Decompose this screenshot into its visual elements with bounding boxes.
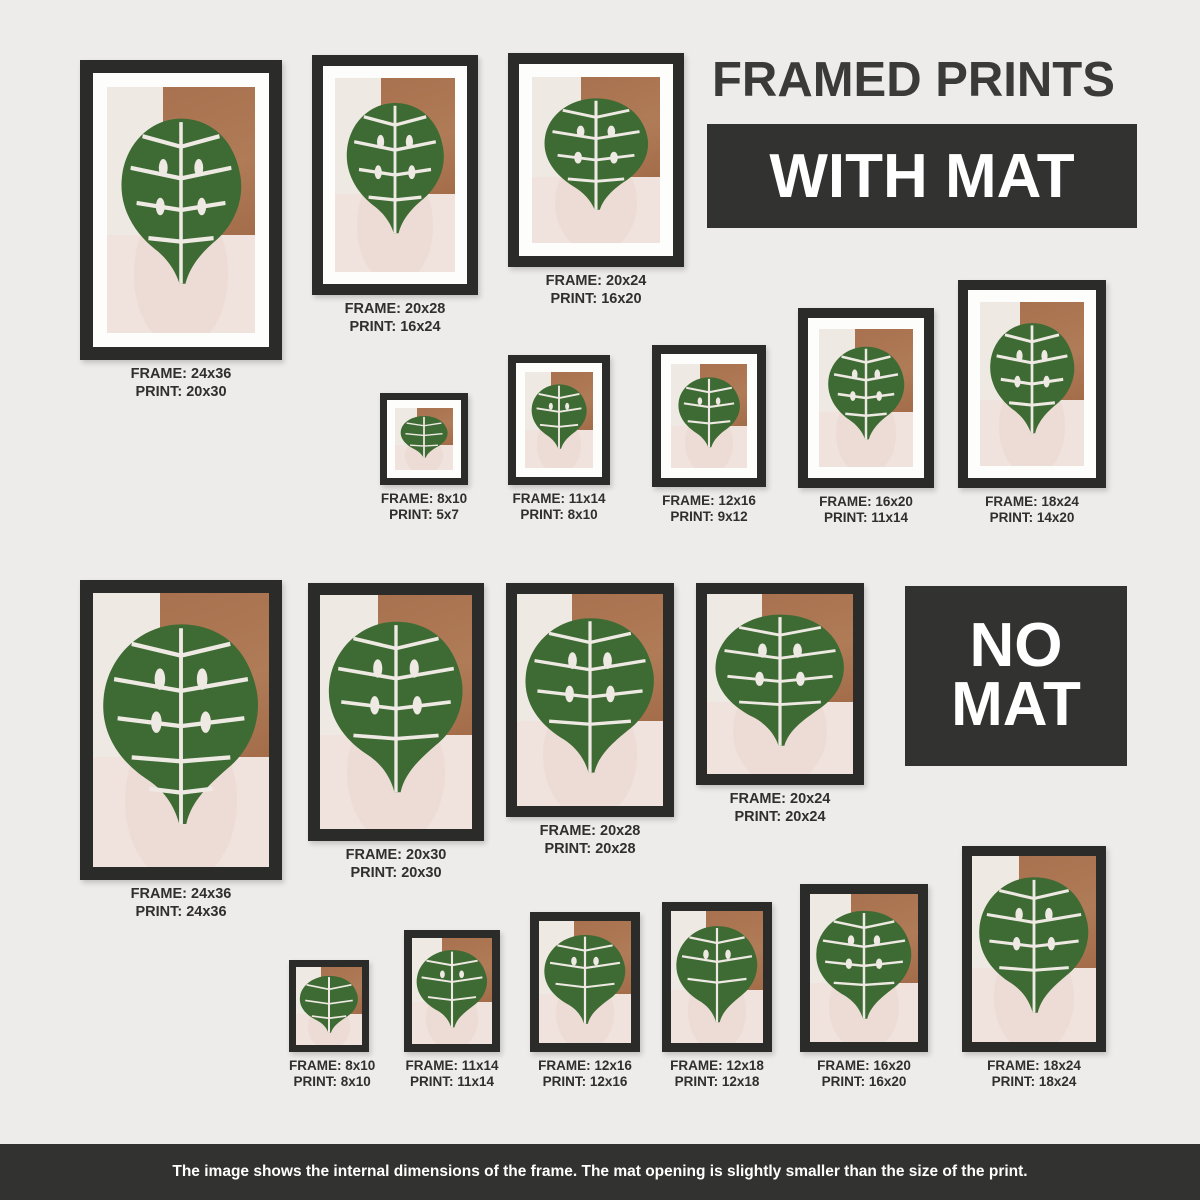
monstera-leaf-icon xyxy=(671,364,747,468)
framed-print-item[interactable] xyxy=(662,902,772,1091)
mat xyxy=(516,363,602,477)
frame-caption xyxy=(962,1058,1106,1091)
monstera-leaf-icon xyxy=(671,911,763,1043)
monstera-leaf-icon xyxy=(972,856,1096,1042)
print-size-label: PRINT: 9x12 xyxy=(670,509,748,525)
monstera-leaf-icon xyxy=(296,967,362,1045)
framed-print-item[interactable] xyxy=(404,930,500,1091)
frame-caption xyxy=(800,1058,928,1091)
monstera-leaf-icon xyxy=(810,894,918,1042)
monstera-leaf-icon xyxy=(539,921,631,1043)
frame-caption xyxy=(662,1058,772,1091)
monstera-leaf-icon xyxy=(532,77,660,243)
framed-print-item[interactable] xyxy=(958,280,1106,527)
frame-size-label: FRAME: 18x24 xyxy=(985,494,1079,509)
artwork xyxy=(395,408,453,470)
mat xyxy=(387,400,461,478)
frame xyxy=(404,930,500,1052)
monstera-leaf-icon xyxy=(517,594,663,806)
mat xyxy=(968,290,1096,478)
artwork xyxy=(671,911,763,1043)
print-size-label: PRINT: 20x30 xyxy=(135,383,227,400)
monstera-leaf-icon xyxy=(412,938,492,1044)
print-size-label: PRINT: 20x28 xyxy=(544,840,636,857)
mat xyxy=(808,318,924,478)
frame xyxy=(962,846,1106,1052)
frame-caption xyxy=(312,301,478,336)
frame-size-label: FRAME: 20x24 xyxy=(545,273,647,289)
print-size-label: PRINT: 18x24 xyxy=(991,1074,1077,1090)
frame xyxy=(508,53,684,267)
frame-caption xyxy=(506,823,674,858)
no-mat-line-1: NO xyxy=(969,611,1063,681)
footer-note: The image shows the internal dimensions of the frame. The mat opening is slightly smaller than the size of the print. xyxy=(0,1144,1200,1200)
frame-caption xyxy=(530,1058,640,1091)
artwork xyxy=(107,87,255,333)
artwork xyxy=(980,302,1084,466)
frame-caption xyxy=(289,1058,375,1091)
print-size-label: PRINT: 12x18 xyxy=(674,1074,760,1090)
print-size-label: PRINT: 14x20 xyxy=(989,510,1075,526)
frame-size-label: FRAME: 11x14 xyxy=(405,1058,499,1073)
frame xyxy=(800,884,928,1052)
frame-size-label: FRAME: 12x16 xyxy=(662,493,756,508)
print-size-label: PRINT: 12x16 xyxy=(542,1074,628,1090)
frame-size-label: FRAME: 24x36 xyxy=(130,366,232,382)
artwork xyxy=(93,593,269,867)
framed-print-item[interactable] xyxy=(380,393,468,524)
frame-size-label: FRAME: 20x24 xyxy=(729,791,831,807)
no-mat-line-2: MAT xyxy=(951,670,1081,739)
frame-caption xyxy=(508,273,684,308)
artwork xyxy=(810,894,918,1042)
frame-size-label: FRAME: 11x14 xyxy=(512,491,606,506)
print-size-label: PRINT: 11x14 xyxy=(409,1074,495,1090)
frame-size-label: FRAME: 16x20 xyxy=(817,1058,911,1073)
frame xyxy=(80,60,282,360)
monstera-leaf-icon xyxy=(819,329,913,467)
frame xyxy=(289,960,369,1052)
monstera-leaf-icon xyxy=(525,372,593,468)
frame-size-label: FRAME: 18x24 xyxy=(987,1058,1081,1073)
frame-size-label: FRAME: 24x36 xyxy=(130,886,232,902)
print-size-label: PRINT: 20x24 xyxy=(734,808,826,825)
artwork xyxy=(335,78,455,272)
frame-size-label: FRAME: 20x30 xyxy=(345,847,447,863)
monstera-leaf-icon xyxy=(107,87,255,333)
framed-print-item[interactable] xyxy=(508,53,684,308)
print-size-label: PRINT: 16x24 xyxy=(349,318,441,335)
frame xyxy=(506,583,674,817)
monstera-leaf-icon xyxy=(980,302,1084,466)
frame xyxy=(530,912,640,1052)
print-size-label: PRINT: 20x30 xyxy=(350,864,442,881)
with-mat-banner: WITH MAT xyxy=(707,124,1137,228)
frame xyxy=(380,393,468,485)
framed-print-item[interactable] xyxy=(798,308,934,527)
artwork xyxy=(532,77,660,243)
frame-size-label: FRAME: 12x18 xyxy=(670,1058,764,1073)
framed-print-item[interactable] xyxy=(962,846,1106,1091)
print-size-label: PRINT: 24x36 xyxy=(135,903,227,920)
framed-print-item[interactable] xyxy=(289,960,375,1091)
frame xyxy=(652,345,766,487)
print-size-label: PRINT: 8x10 xyxy=(293,1074,371,1090)
frame-caption xyxy=(508,491,610,524)
artwork xyxy=(296,967,362,1045)
monstera-leaf-icon xyxy=(395,408,453,470)
monstera-leaf-icon xyxy=(320,595,472,829)
frame xyxy=(696,583,864,785)
print-size-label: PRINT: 5x7 xyxy=(389,507,459,523)
frame xyxy=(80,580,282,880)
frame-size-label: FRAME: 8x10 xyxy=(380,491,468,506)
frame-size-label: FRAME: 20x28 xyxy=(344,301,446,317)
frame-caption xyxy=(380,491,468,524)
monstera-leaf-icon xyxy=(335,78,455,272)
frame-caption xyxy=(696,791,864,826)
artwork xyxy=(671,364,747,468)
print-size-label: PRINT: 16x20 xyxy=(821,1074,907,1090)
frame xyxy=(798,308,934,488)
framed-print-item[interactable] xyxy=(508,355,610,524)
artwork xyxy=(320,595,472,829)
framed-print-item[interactable] xyxy=(652,345,766,526)
artwork xyxy=(707,594,853,774)
framed-print-item[interactable] xyxy=(312,55,478,336)
framed-print-item[interactable] xyxy=(308,583,484,882)
framed-print-item[interactable] xyxy=(80,580,282,921)
frame-size-label: FRAME: 20x28 xyxy=(539,823,641,839)
frame-caption xyxy=(652,493,766,526)
frame xyxy=(958,280,1106,488)
artwork xyxy=(539,921,631,1043)
frame xyxy=(312,55,478,295)
mat xyxy=(661,354,757,478)
mat xyxy=(93,73,269,347)
frame xyxy=(662,902,772,1052)
artwork xyxy=(517,594,663,806)
frame-caption xyxy=(404,1058,500,1091)
frame-size-label: FRAME: 8x10 xyxy=(289,1058,376,1073)
print-size-label: PRINT: 11x14 xyxy=(823,510,909,526)
page-title: FRAMED PRINTS xyxy=(712,53,1115,107)
framed-print-item[interactable] xyxy=(506,583,674,858)
no-mat-banner xyxy=(905,586,1127,766)
frame-caption xyxy=(308,847,484,882)
frame-caption xyxy=(80,366,282,401)
frame xyxy=(508,355,610,485)
artwork xyxy=(525,372,593,468)
artwork xyxy=(819,329,913,467)
mat xyxy=(519,64,673,256)
monstera-leaf-icon xyxy=(93,593,269,867)
frame-caption xyxy=(958,494,1106,527)
frame-caption xyxy=(80,886,282,921)
print-size-label: PRINT: 16x20 xyxy=(550,290,642,307)
framed-print-item[interactable] xyxy=(696,583,864,826)
frame-size-label: FRAME: 12x16 xyxy=(538,1058,632,1073)
print-size-label: PRINT: 8x10 xyxy=(520,507,598,523)
monstera-leaf-icon xyxy=(707,594,853,774)
framed-print-item[interactable] xyxy=(530,912,640,1091)
frame-size-label: FRAME: 16x20 xyxy=(819,494,913,509)
frame-caption xyxy=(798,494,934,527)
framed-print-item[interactable] xyxy=(80,60,282,401)
artwork xyxy=(412,938,492,1044)
framed-print-item[interactable] xyxy=(800,884,928,1091)
mat xyxy=(323,66,467,284)
frame xyxy=(308,583,484,841)
artwork xyxy=(972,856,1096,1042)
